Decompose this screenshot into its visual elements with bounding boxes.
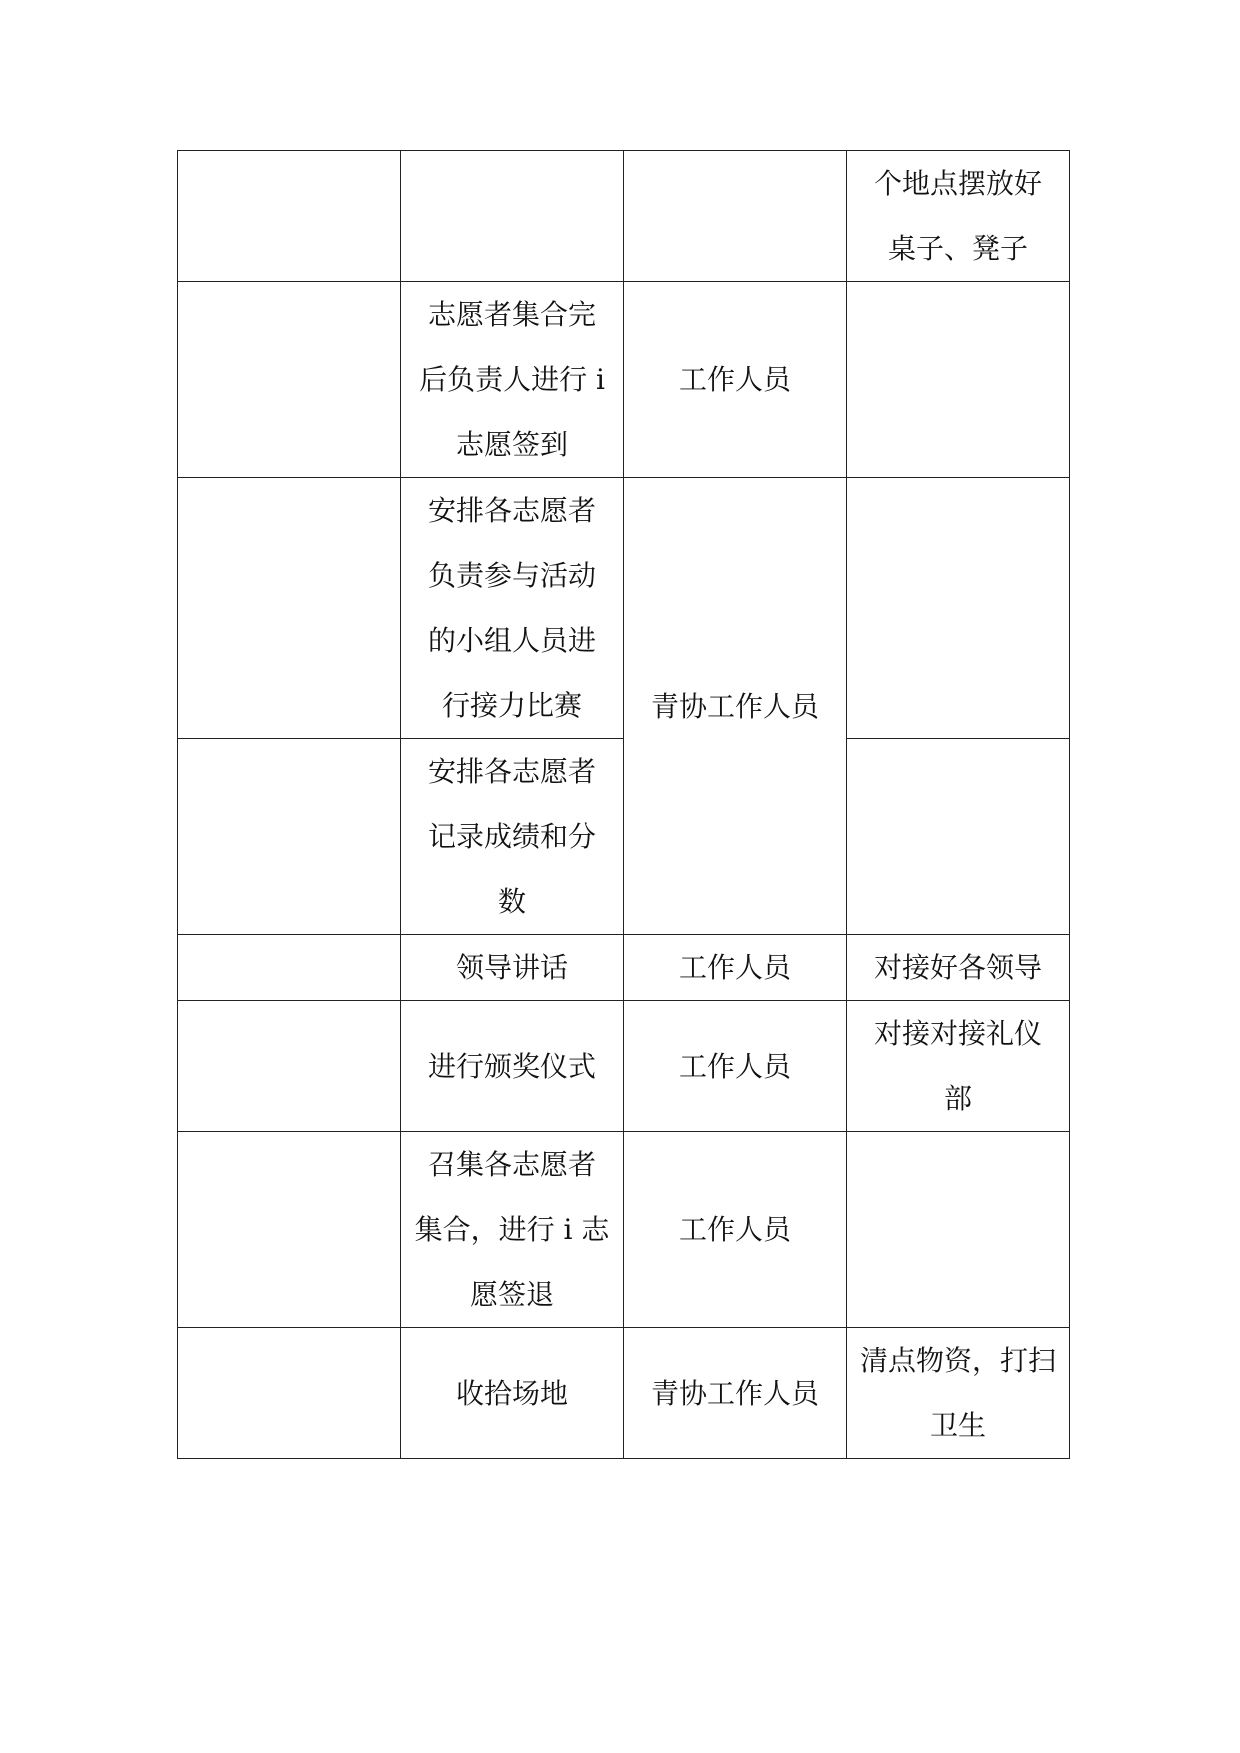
note-cell: 对接对接礼仪 部	[847, 1001, 1070, 1132]
note-cell: 清点物资，打扫 卫生	[847, 1328, 1070, 1459]
table-row	[178, 935, 1070, 1001]
staff-cell: 工作人员	[624, 1132, 847, 1328]
content-cell: 领导讲话	[401, 935, 624, 1001]
table-row	[178, 1328, 1070, 1459]
note-cell	[847, 739, 1070, 935]
content-cell: 收拾场地	[401, 1328, 624, 1459]
note-cell: 个地点摆放好 桌子、凳子	[847, 151, 1070, 282]
note-cell	[847, 478, 1070, 739]
table-row	[178, 1001, 1070, 1132]
staff-cell-merged: 青协工作人员	[624, 478, 847, 935]
staff-cell: 工作人员	[624, 282, 847, 478]
table-row	[178, 1132, 1070, 1328]
time-cell	[178, 1001, 401, 1132]
time-cell	[178, 478, 401, 739]
time-cell	[178, 935, 401, 1001]
time-cell	[178, 739, 401, 935]
staff-cell: 工作人员	[624, 935, 847, 1001]
time-cell	[178, 1132, 401, 1328]
content-cell: 召集各志愿者 集合，进行 i 志 愿签退	[401, 1132, 624, 1328]
staff-cell: 工作人员	[624, 1001, 847, 1132]
content-cell: 安排各志愿者 负责参与活动 的小组人员进 行接力比赛	[401, 478, 624, 739]
note-cell	[847, 282, 1070, 478]
staff-cell: 青协工作人员	[624, 1328, 847, 1459]
table-row	[178, 151, 1070, 282]
content-cell: 进行颁奖仪式	[401, 1001, 624, 1132]
table-row	[178, 282, 1070, 478]
content-cell: 志愿者集合完 后负责人进行 i 志愿签到	[401, 282, 624, 478]
table-row	[178, 478, 1070, 739]
time-cell	[178, 1328, 401, 1459]
note-cell	[847, 1132, 1070, 1328]
staff-cell	[624, 151, 847, 282]
content-cell: 安排各志愿者 记录成绩和分 数	[401, 739, 624, 935]
time-cell	[178, 151, 401, 282]
note-cell: 对接好各领导	[847, 935, 1070, 1001]
time-cell	[178, 282, 401, 478]
content-cell	[401, 151, 624, 282]
schedule-table	[177, 150, 1070, 1459]
